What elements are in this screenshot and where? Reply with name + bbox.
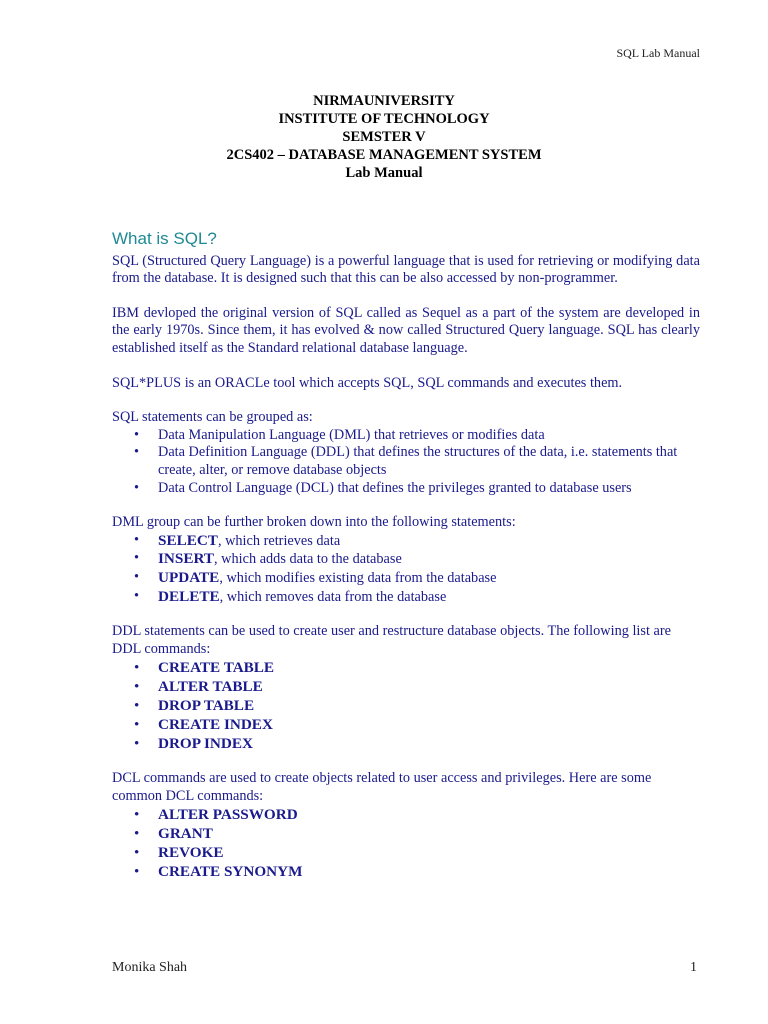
- bullet-icon: •: [134, 568, 140, 585]
- bullet-icon: •: [134, 659, 140, 677]
- paragraph-sqlplus: SQL*PLUS is an ORACLe tool which accepts SQL, SQL commands and executes them.: [112, 374, 623, 391]
- list-item: [112, 843, 700, 862]
- ddl-command: CREATE INDEX: [158, 716, 273, 734]
- dcl-list: [112, 805, 700, 881]
- bullet-icon: •: [134, 678, 140, 696]
- dcl-command: REVOKE: [158, 844, 224, 862]
- dml-command: INSERT: [158, 550, 215, 568]
- bullet-icon: •: [134, 531, 140, 548]
- bullet-icon: •: [134, 697, 140, 715]
- bullet-icon: •: [134, 479, 140, 496]
- dml-command: DELETE: [158, 587, 220, 605]
- list-item: • UPDATE, which modifies existing data from the database: [134, 568, 497, 586]
- page-number: 1: [690, 960, 697, 975]
- university-name: NIRMAUNIVERSITY: [313, 93, 455, 109]
- paragraph-history: IBM devloped the original version of SQL called as Sequel as a part of the system are developed in the early 1970s. Since them, it has evolved & now called Structured Query language. SQL has clearly established itself as the Standard relational database language.: [112, 304, 700, 356]
- course-title: 2CS402 – DATABASE MANAGEMENT SYSTEM: [226, 147, 542, 163]
- institute-name: INSTITUTE OF TECHNOLOGY: [278, 111, 490, 127]
- list-item: [112, 824, 700, 843]
- bullet-icon: •: [134, 426, 140, 443]
- dml-intro: DML group can be further broken down into the following statements:: [112, 514, 516, 531]
- list-item: • SELECT, which retrieves data: [134, 531, 341, 549]
- groups-list: [112, 427, 700, 497]
- bullet-icon: •: [134, 863, 140, 881]
- ddl-command: DROP INDEX: [158, 735, 253, 753]
- list-item: [112, 677, 700, 696]
- bullet-icon: •: [134, 716, 140, 734]
- dml-list: [112, 532, 700, 606]
- dml-command: SELECT: [158, 531, 218, 549]
- list-item: • INSERT, which adds data to the database: [134, 550, 402, 568]
- paragraph-intro: SQL (Structured Query Language) is a powerful language that is used for retrieving or modifying data from the database. It is designed such that this can be also accessed by non-programmer.: [112, 252, 700, 287]
- ddl-command: ALTER TABLE: [158, 678, 263, 696]
- ddl-command: DROP TABLE: [158, 697, 255, 715]
- list-item: • Data Control Language (DCL) that defines the privileges granted to database users: [134, 479, 632, 496]
- bullet-icon: •: [134, 550, 140, 567]
- dcl-command: ALTER PASSWORD: [158, 806, 298, 824]
- dcl-intro: DCL commands are used to create objects related to user access and privileges. Here are some common DCL commands:: [112, 770, 652, 804]
- bullet-icon: •: [134, 844, 140, 862]
- dcl-command: GRANT: [158, 825, 213, 843]
- ddl-list: [112, 658, 700, 753]
- dml-command: UPDATE: [158, 568, 220, 586]
- list-item: • DELETE, which removes data from the database: [134, 587, 447, 605]
- ddl-intro: DDL statements can be used to create user and restructure database objects. The following list are DDL commands:: [112, 623, 671, 657]
- list-item: [112, 715, 700, 734]
- list-item: • Data Definition Language (DDL) that defines the structures of the data, i.e. statements that create, alter, or remove database objects: [134, 444, 678, 478]
- bullet-icon: •: [134, 587, 140, 604]
- ddl-command: CREATE TABLE: [158, 659, 275, 677]
- list-item: [112, 862, 700, 881]
- list-item: • Data Manipulation Language (DML) that retrieves or modifies data: [134, 426, 545, 443]
- section-heading: What is SQL?: [112, 229, 217, 248]
- list-item: [112, 805, 700, 824]
- groups-intro: SQL statements can be grouped as:: [112, 409, 313, 426]
- semester: SEMSTER V: [342, 129, 426, 145]
- footer-author: Monika Shah: [112, 960, 188, 975]
- bullet-icon: •: [134, 825, 140, 843]
- main-content: [112, 230, 700, 881]
- manual-title: Lab Manual: [345, 165, 423, 181]
- list-item: [112, 696, 700, 715]
- bullet-icon: •: [134, 735, 140, 753]
- dcl-command: CREATE SYNONYM: [158, 863, 303, 881]
- title-block: [0, 92, 768, 182]
- bullet-icon: •: [134, 444, 140, 461]
- list-item: [112, 658, 700, 677]
- running-header: SQL Lab Manual: [616, 46, 700, 60]
- list-item: [112, 734, 700, 753]
- bullet-icon: •: [134, 806, 140, 824]
